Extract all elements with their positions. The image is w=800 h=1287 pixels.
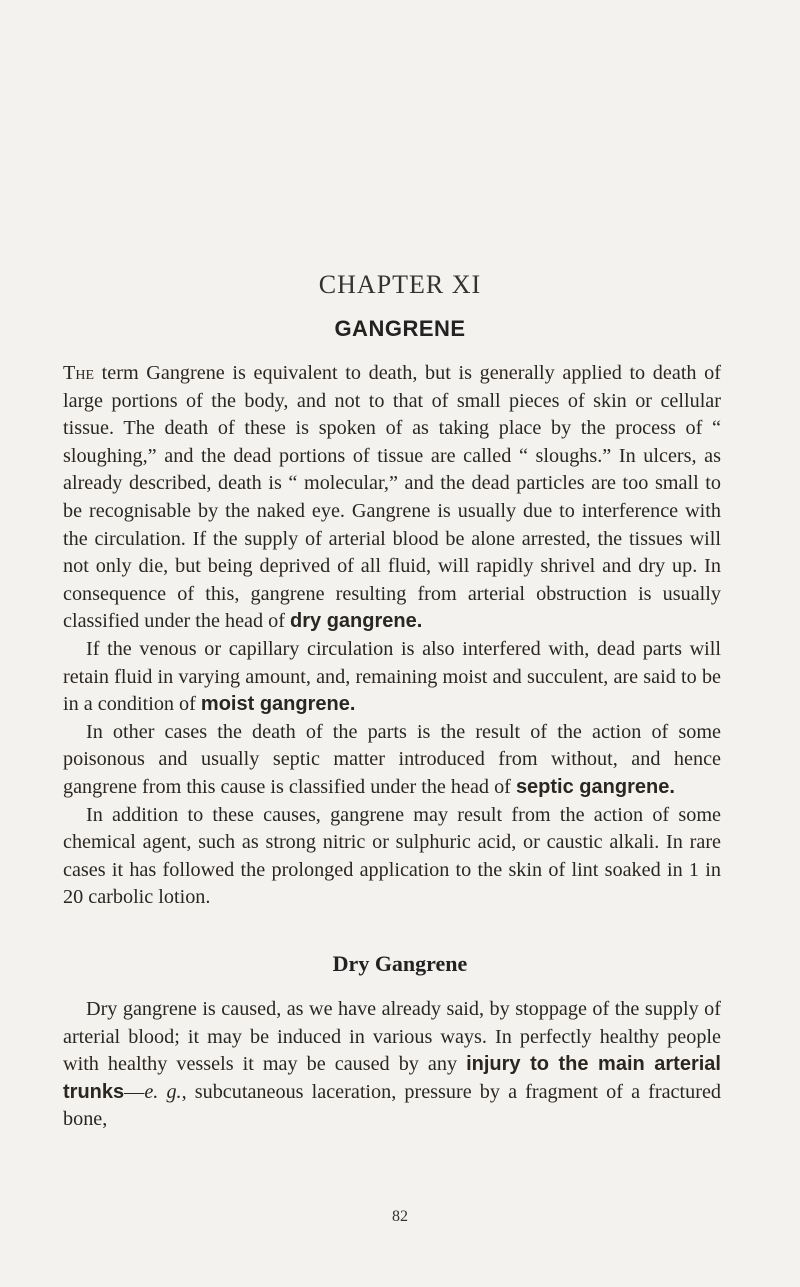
chapter-title: GANGRENE <box>334 316 466 341</box>
dash: — <box>124 1080 145 1103</box>
abbrev-eg: e. g. <box>144 1080 182 1103</box>
term-septic-gangrene: septic gangrene. <box>515 775 675 798</box>
paragraph-4-text: In addition to these causes, gangrene may result from the action of some chemical agent, such as strong nitric or sulphuric acid, or caustic alkali. In rare cases it has followed the prolonged application to the skin of lint soaked in 1 in 20 carbolic lotion. <box>63 803 721 909</box>
page-number: 82 <box>392 1208 408 1225</box>
paragraph-5-text: Dry gangrene is caused, as we have already said, by stoppage of the supply of arterial blood; it may be induced in various ways. In perfectly healthy people with healthy vessels it may be caused by any <box>63 998 721 1076</box>
paragraph-4 <box>63 802 721 912</box>
paragraph-1-text: term Gangrene is equivalent to death, but is generally applied to death of large portions of the body, and not to that of small pieces of skin or cellular tissue. The death of these is spoken of as taking place by the process of “ sloughing,” and the dead portions of tissue are called “ sloughs.” In ulcers, as already described, death is “ molecular,” and the dead particles are too small to be recognisable by the naked eye. Gangrene is usually due to interference with the circulation. If the supply of arterial blood be alone arrested, the tissues will not only die, but being deprived of all fluid, will rapidly shrivel and dry up. In consequence of this, gangrene resulting from arterial obstruction is usually classified under the head of <box>63 362 721 633</box>
paragraph-2 <box>63 636 721 719</box>
term-moist-gangrene: moist gangrene. <box>200 693 356 716</box>
paragraph-3 <box>63 719 721 802</box>
term-injury-arterial-trunks: injury to the main arterial trunks <box>63 1053 721 1103</box>
paragraph-1 <box>63 360 721 636</box>
paragraph-2-text: If the venous or capillary circulation is also interfered with, dead parts will retain fluid in varying amount, and, remaining moist and succulent, are said to be in a condition of <box>63 637 721 716</box>
body-text-2 <box>63 996 721 1134</box>
section-heading: Dry Gangrene <box>332 951 468 976</box>
paragraph-5 <box>63 996 721 1134</box>
term-dry-gangrene: dry gangrene. <box>290 610 423 633</box>
paragraph-3-text: In other cases the death of the parts is the result of the action of some poisonous and usually septic matter introduced from without, and hence gangrene from this cause is classified under the head of <box>63 720 721 798</box>
lead-word: The <box>63 362 94 384</box>
chapter-heading: CHAPTER XI <box>318 270 482 299</box>
paragraph-5-text-end: , subcutaneous laceration, pressure by a fragment of a fractured bone, <box>63 1080 721 1131</box>
body-text <box>63 360 721 912</box>
